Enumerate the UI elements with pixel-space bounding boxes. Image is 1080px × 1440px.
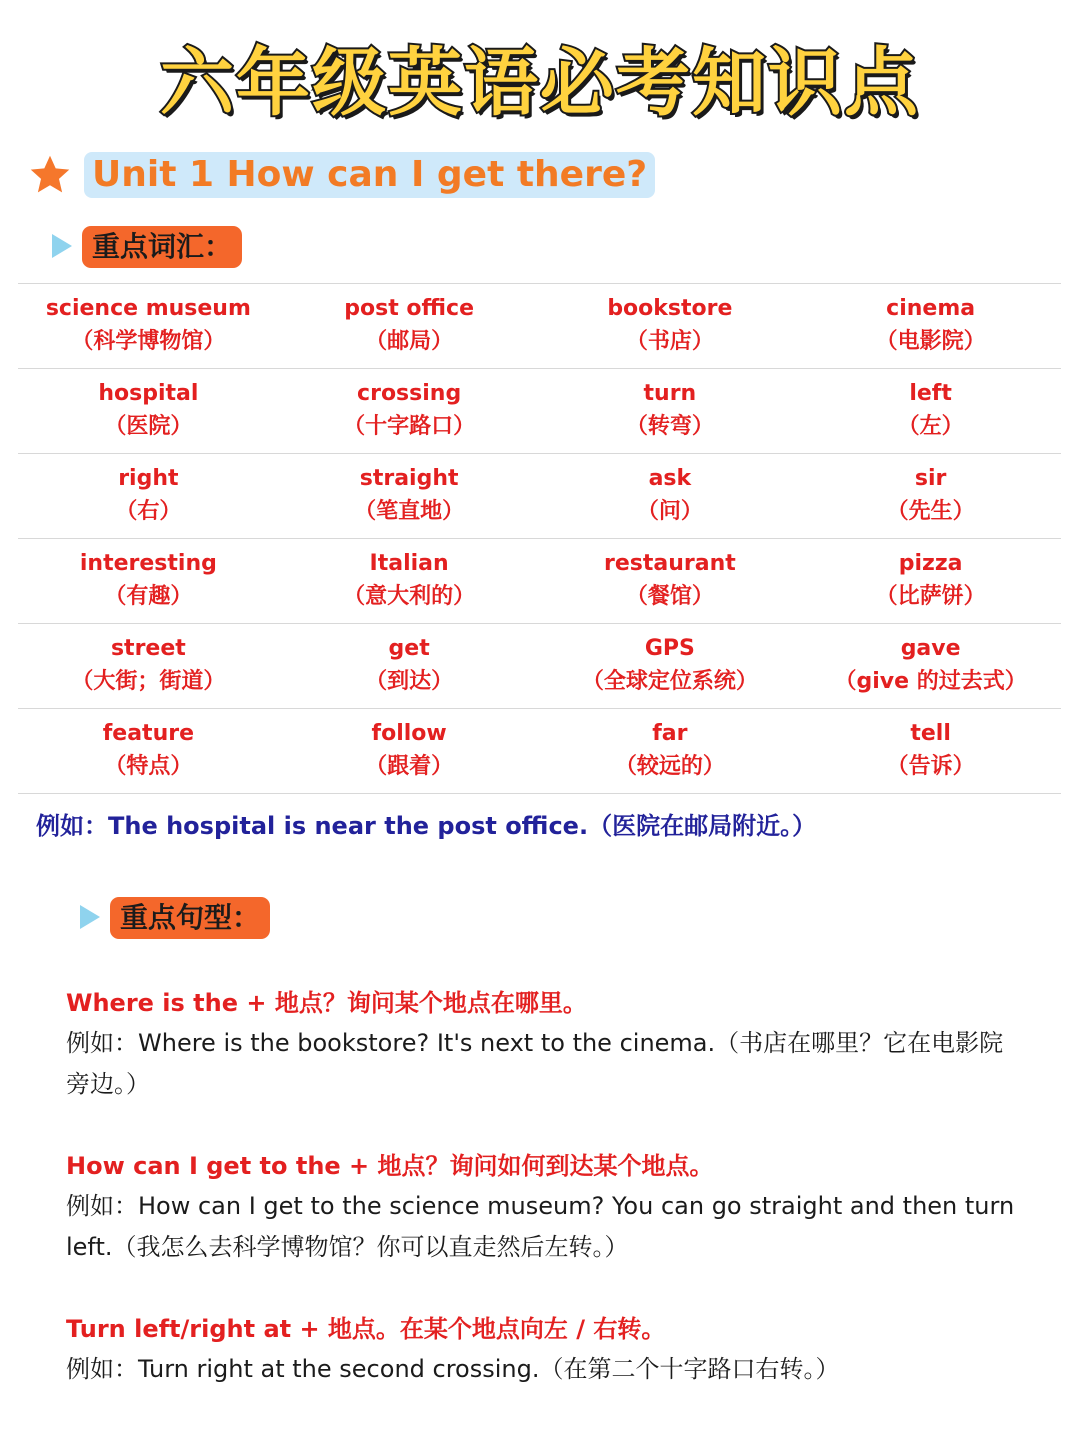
vocab-meaning: （有趣） (104, 584, 193, 609)
vocab-meaning: （十字路口） (343, 414, 476, 439)
vocab-word: get (388, 636, 430, 661)
vocab-word: straight (359, 466, 459, 491)
vocab-word: restaurant (603, 551, 736, 576)
pattern-title: Turn left/right at + 地点。在某个地点向左 / 右转。 (66, 1315, 666, 1343)
vocab-row (18, 709, 1061, 794)
vocab-meaning: （比萨饼） (875, 584, 986, 609)
vocab-word: Italian (369, 551, 449, 576)
triangle-bullet-icon (80, 905, 100, 929)
vocab-item (18, 284, 279, 368)
vocab-row (18, 454, 1061, 539)
vocab-meaning: （先生） (886, 499, 975, 524)
vocab-meaning: （跟着） (365, 754, 454, 779)
vocab-meaning: （转弯） (625, 414, 714, 439)
vocab-word: cinema (886, 296, 976, 321)
sentence-pattern-2 (66, 1146, 1016, 1268)
vocabulary-table (18, 283, 1061, 794)
vocab-meaning: （大街；街道） (71, 669, 226, 694)
vocab-item (540, 454, 801, 538)
vocab-meaning: （give 的过去式） (834, 669, 1027, 694)
sentence-pattern-1 (66, 983, 1016, 1105)
vocab-row (18, 624, 1061, 709)
pattern-title: Where is the + 地点？询问某个地点在哪里。 (66, 989, 587, 1017)
vocab-item (540, 539, 801, 623)
vocab-meaning: （邮局） (365, 329, 454, 354)
vocab-meaning: （告诉） (886, 754, 975, 779)
vocab-item (18, 709, 279, 793)
vocab-word: science museum (45, 296, 251, 321)
vocab-word: turn (643, 381, 697, 406)
vocab-meaning: （科学博物馆） (71, 329, 226, 354)
vocab-word: post office (344, 296, 474, 321)
vocab-meaning: （较远的） (614, 754, 725, 779)
vocab-item (800, 709, 1061, 793)
vocab-word: street (110, 636, 186, 661)
pattern-example: 例如：Turn right at the second crossing.（在第二个十字路口右转。） (66, 1355, 840, 1383)
vocab-word: right (118, 466, 179, 491)
vocab-word: bookstore (607, 296, 733, 321)
vocab-meaning: （右） (115, 499, 182, 524)
vocab-meaning: （问） (636, 499, 703, 524)
vocab-meaning: （意大利的） (343, 584, 476, 609)
vocab-word: far (652, 721, 688, 746)
vocab-word: crossing (357, 381, 462, 406)
vocab-word: ask (648, 466, 692, 491)
vocab-item (800, 284, 1061, 368)
vocab-word: tell (910, 721, 951, 746)
vocab-item (800, 454, 1061, 538)
vocab-item (279, 624, 540, 708)
vocab-meaning: （左） (897, 414, 964, 439)
vocab-row (18, 539, 1061, 624)
vocab-row (18, 369, 1061, 454)
vocab-meaning: （餐馆） (625, 584, 714, 609)
vocab-word: interesting (79, 551, 217, 576)
vocab-item (540, 284, 801, 368)
sentence-pattern-3 (66, 1309, 1016, 1390)
pattern-title: How can I get to the + 地点？询问如何到达某个地点。 (66, 1152, 714, 1180)
triangle-bullet-icon (52, 234, 72, 258)
vocab-meaning: （到达） (365, 669, 454, 694)
vocab-item (279, 369, 540, 453)
vocab-meaning: （全球定位系统） (581, 669, 758, 694)
vocab-item (18, 369, 279, 453)
vocab-item (18, 624, 279, 708)
vocab-item (540, 369, 801, 453)
vocab-word: hospital (98, 381, 199, 406)
vocab-meaning: （书店） (625, 329, 714, 354)
vocab-meaning: （电影院） (875, 329, 986, 354)
vocab-item (800, 539, 1061, 623)
vocab-row (18, 284, 1061, 369)
sentence-section-label: 重点句型： (110, 897, 270, 939)
vocab-meaning: （笔直地） (354, 499, 465, 524)
vocab-item (18, 539, 279, 623)
vocab-item (279, 539, 540, 623)
vocab-meaning: （特点） (104, 754, 193, 779)
vocab-item (279, 454, 540, 538)
vocab-word: gave (900, 636, 961, 661)
vocab-item (540, 709, 801, 793)
pattern-example: 例如：Where is the bookstore? It's next to the cinema.（书店在哪里？它在电影院旁边。） (66, 1029, 1004, 1098)
vocab-example-sentence: 例如：The hospital is near the post office.（医院在邮局附近。） (36, 812, 817, 840)
vocab-item (800, 624, 1061, 708)
vocab-word: GPS (644, 636, 695, 661)
vocab-word: left (909, 381, 952, 406)
vocab-word: feature (102, 721, 195, 746)
vocab-word: follow (371, 721, 447, 746)
vocab-section-label: 重点词汇： (82, 226, 242, 268)
vocab-word: pizza (898, 551, 963, 576)
page-title: 六年级英语必考知识点 (160, 40, 920, 126)
vocab-item (279, 709, 540, 793)
vocab-item (540, 624, 801, 708)
unit-heading: Unit 1 How can I get there? (84, 152, 655, 198)
vocab-item (18, 454, 279, 538)
pattern-example: 例如：How can I get to the science museum? You can go straight and then turn left.（我怎么去科学博物馆？你可以直走然后左转。） (66, 1192, 1015, 1261)
vocab-meaning: （医院） (104, 414, 193, 439)
vocab-word: sir (914, 466, 947, 491)
vocab-item (800, 369, 1061, 453)
star-icon (28, 153, 72, 197)
vocab-item (279, 284, 540, 368)
